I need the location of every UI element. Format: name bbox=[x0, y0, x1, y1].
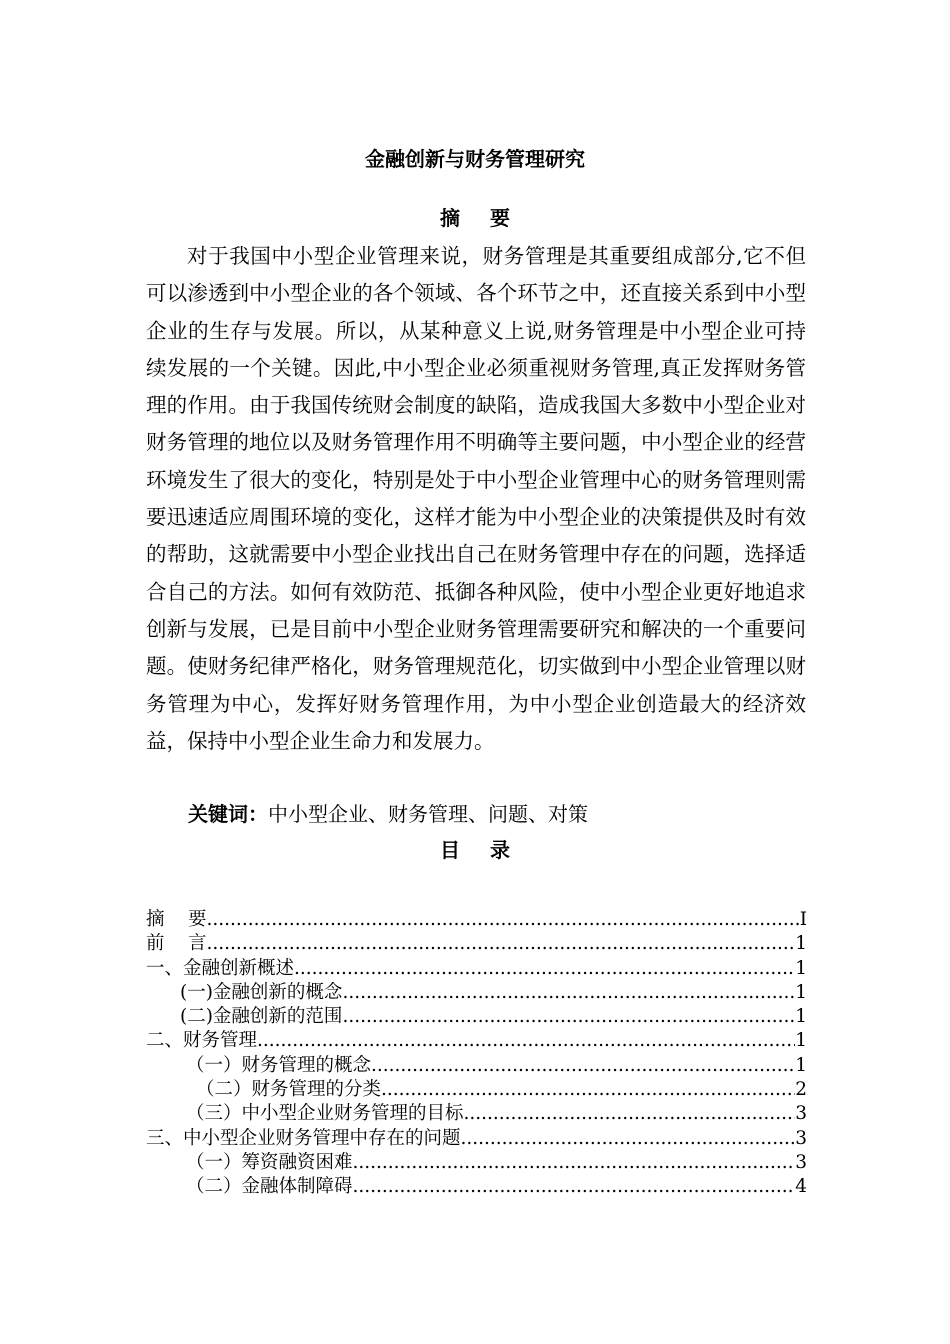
toc-entry-title: 二、财务管理 bbox=[146, 1030, 258, 1052]
toc-dot-leader bbox=[381, 1078, 795, 1102]
toc-dot-leader bbox=[353, 1151, 796, 1175]
toc-entry-title: 摘 要 bbox=[146, 909, 207, 930]
keywords-line bbox=[188, 798, 588, 830]
toc-entry-title: （二）财务管理的分类 bbox=[196, 1079, 382, 1101]
toc-dot-leader bbox=[342, 1005, 795, 1029]
toc-dot-leader bbox=[257, 1029, 795, 1053]
toc-dot-leader bbox=[294, 957, 795, 981]
toc-entry-page: 2 bbox=[795, 1079, 807, 1101]
table-of-contents bbox=[146, 908, 807, 1200]
toc-entry[interactable] bbox=[146, 1151, 807, 1175]
toc-dot-leader bbox=[461, 1127, 796, 1151]
toc-entry-title: 三、中小型企业财务管理中存在的问题 bbox=[146, 1127, 461, 1149]
toc-dot-leader bbox=[207, 908, 800, 932]
toc-dot-leader bbox=[353, 1175, 796, 1199]
toc-entry[interactable] bbox=[146, 908, 807, 932]
toc-entry-page: 1 bbox=[795, 1030, 807, 1052]
toc-entry-page: I bbox=[799, 909, 807, 930]
toc-entry-title: （三）中小型企业财务管理的目标 bbox=[186, 1103, 464, 1125]
toc-entry-page: 4 bbox=[795, 1176, 807, 1198]
toc-entry[interactable] bbox=[146, 1175, 807, 1199]
toc-entry[interactable] bbox=[146, 981, 807, 1005]
toc-entry[interactable] bbox=[146, 1029, 807, 1053]
toc-entry[interactable] bbox=[146, 957, 807, 981]
abstract-body: 对于我国中小型企业管理来说，财务管理是其重要组成部分,它不但可以渗透到中小型企业的各个领域、各个环节之中，还直接关系到中小型企业的生存与发展。所以，从某种意义上说,财务管理是中小型企业可持续发展的一个关键。因此,中小型企业必须重视财务管理,真正发挥财务管理的作用。由于我国传统财会制度的缺陷，造成我国大多数中小型企业对财务管理的地位以及财务管理作用不明确等主要问题，中小型企业的经营环境发生了很大的变化，特别是处于中小型企业管理中心的财务管理则需要迅速适应周围环境的变化，这样才能为中小型企业的决策提供及时有效的帮助，这就需要中小型企业找出自己在财务管理中存在的问题，选择适合自己的方法。如何有效防范、抵御各种风险，使中小型企业更好地追求创新与发展，已是目前中小型企业财务管理需要研究和解决的一个重要问题。使财务纪律严格化，财务管理规范化，切实做到中小型企业管理以财务管理为中心，发挥好财务管理作用，为中小型企业创造最大的经济效益，保持中小型企业生命力和发展力。 bbox=[146, 244, 806, 753]
toc-dot-leader bbox=[207, 932, 796, 956]
keywords-label: 关键词： bbox=[188, 802, 268, 826]
abstract-heading: 摘要 bbox=[440, 206, 540, 230]
toc-entry-title: 前 言 bbox=[146, 933, 207, 955]
toc-heading: 目录 bbox=[440, 838, 540, 862]
toc-entry-title: (二)金融创新的范围 bbox=[180, 1006, 343, 1028]
toc-entry-page: 1 bbox=[795, 1006, 807, 1028]
toc-entry-title: （一）筹资融资困难 bbox=[186, 1151, 353, 1173]
toc-entry-title: 一、金融创新概述 bbox=[146, 957, 295, 979]
keywords-value: 中小型企业、财务管理、问题、对策 bbox=[268, 802, 588, 826]
toc-dot-leader bbox=[371, 1054, 795, 1078]
toc-dot-leader bbox=[342, 981, 795, 1005]
toc-entry-page: 1 bbox=[795, 981, 807, 1003]
toc-entry[interactable] bbox=[146, 1078, 807, 1102]
toc-entry-title: (一)金融创新的概念 bbox=[180, 981, 343, 1003]
document-title: 金融创新与财务管理研究 bbox=[365, 147, 585, 171]
toc-entry-page: 3 bbox=[795, 1103, 807, 1125]
toc-entry-title: （二）金融体制障碍 bbox=[186, 1176, 353, 1198]
toc-entry-page: 3 bbox=[795, 1151, 807, 1173]
toc-entry[interactable] bbox=[146, 1054, 807, 1078]
toc-entry-page: 3 bbox=[795, 1127, 807, 1149]
toc-dot-leader bbox=[464, 1102, 796, 1126]
toc-entry[interactable] bbox=[146, 932, 807, 956]
toc-entry-page: 1 bbox=[795, 933, 807, 955]
toc-entry-page: 1 bbox=[795, 957, 807, 979]
toc-entry-title: （一）财务管理的概念 bbox=[186, 1054, 372, 1076]
toc-entry[interactable] bbox=[146, 1102, 807, 1126]
toc-entry-page: 1 bbox=[795, 1054, 807, 1076]
toc-entry[interactable] bbox=[146, 1005, 807, 1029]
toc-entry[interactable] bbox=[146, 1127, 807, 1151]
